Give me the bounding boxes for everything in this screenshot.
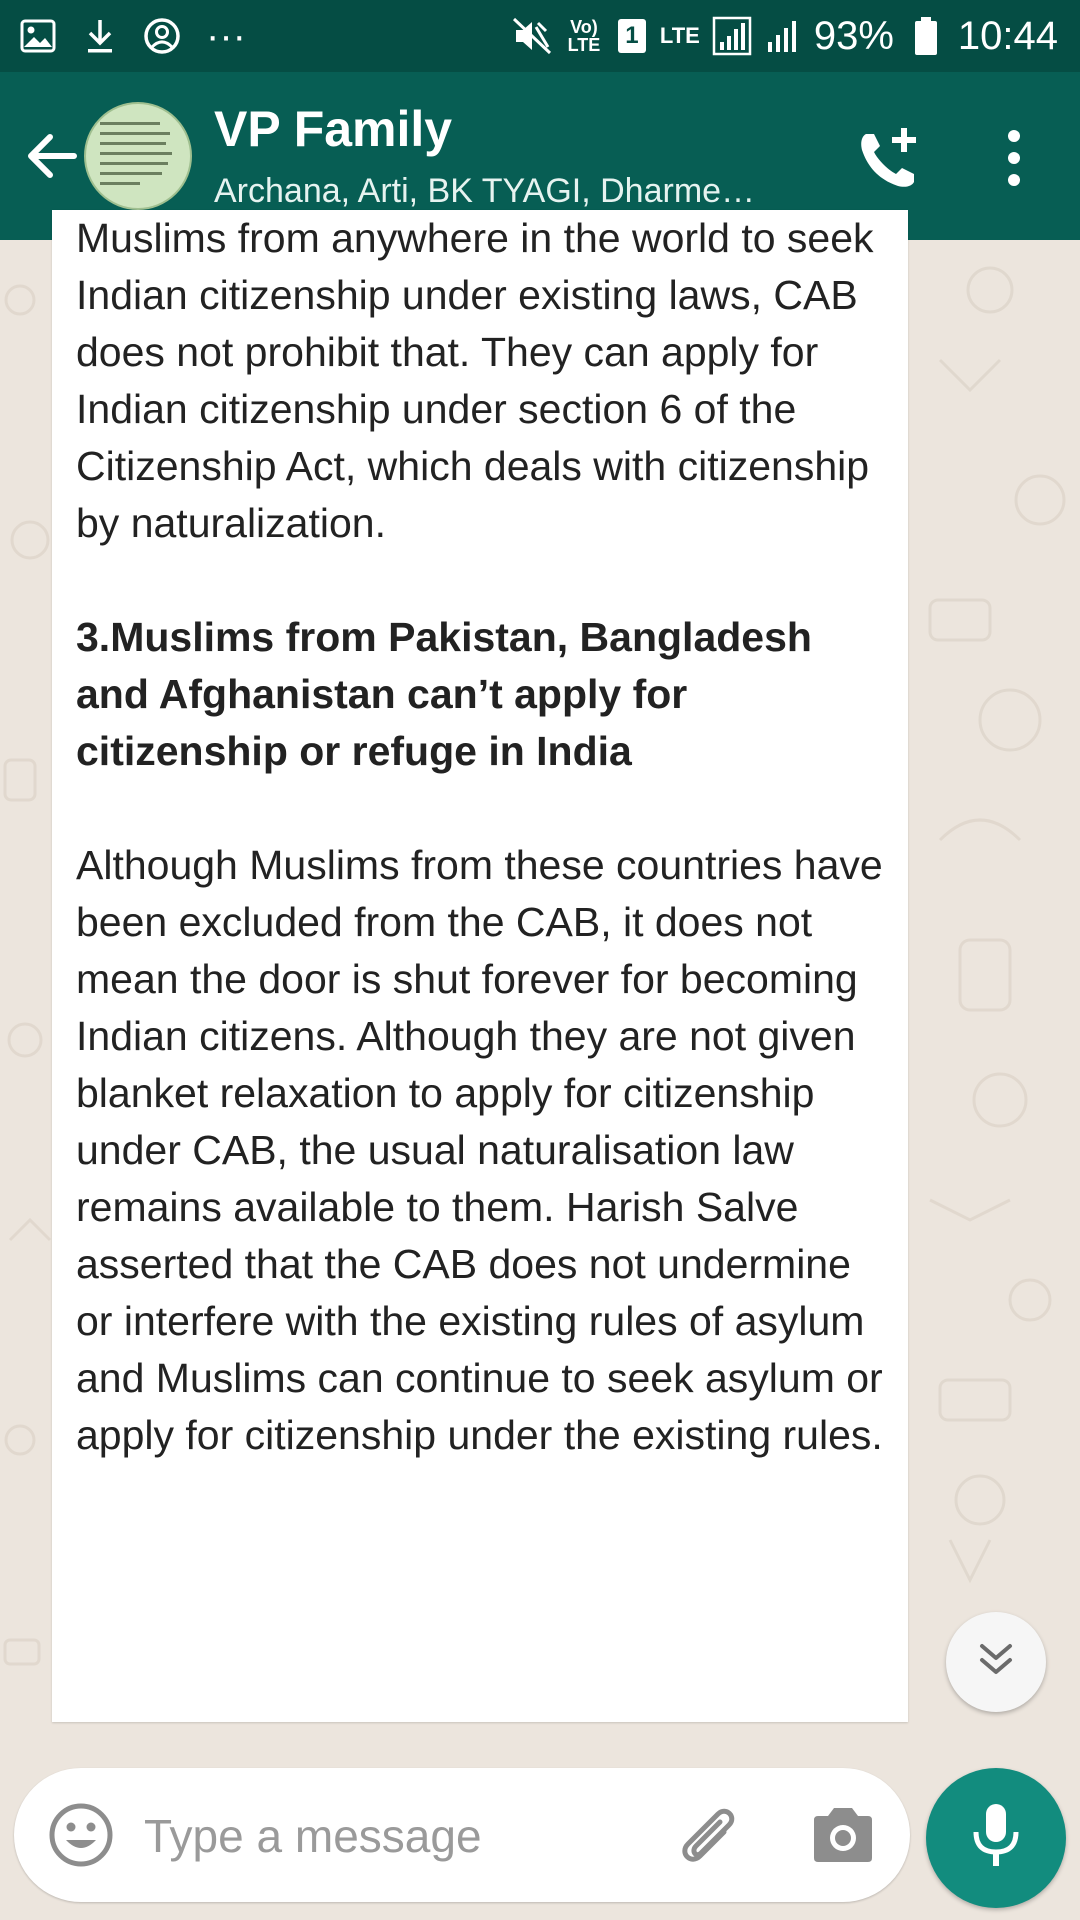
message-bubble[interactable]: [52, 210, 908, 1722]
paragraph-gap: [76, 552, 896, 609]
download-icon: [82, 18, 118, 54]
emoji-icon[interactable]: [48, 1802, 114, 1868]
chat-title[interactable]: VP Family: [214, 101, 453, 157]
battery-icon: [908, 18, 944, 54]
group-avatar[interactable]: [84, 102, 192, 210]
sim-slot-badge: 1: [618, 19, 646, 53]
more-vert-icon[interactable]: [994, 126, 1034, 190]
mute-icon: [514, 18, 550, 54]
scroll-to-bottom-button[interactable]: [946, 1612, 1046, 1712]
paragraph-gap: [76, 780, 896, 837]
volte-label: Vo) LTE: [567, 17, 601, 55]
image-icon: [20, 18, 56, 54]
voice-message-button[interactable]: [926, 1768, 1066, 1908]
chat-messages[interactable]: [0, 215, 1080, 1760]
add-call-icon[interactable]: [852, 124, 924, 196]
status-bar: [0, 0, 1080, 72]
account-circle-icon: [144, 18, 180, 54]
chat-participants[interactable]: Archana, Arti, BK TYAGI, Dharme…: [214, 172, 756, 210]
back-arrow-icon[interactable]: [20, 124, 84, 188]
clock: 10:44: [957, 13, 1058, 58]
battery-percentage: 93%: [813, 13, 894, 58]
signal-icon-2: [764, 18, 800, 54]
message-heading: 3.Muslims from Pakistan, Bangladesh and Afghanistan can’t apply for citizenship or refuge in India: [76, 614, 812, 774]
signal-icon: [714, 18, 750, 54]
status-bar-right: [514, 0, 1058, 72]
mic-icon: [969, 1800, 1023, 1877]
more-notifications: ···: [206, 13, 246, 58]
message-text: [76, 210, 896, 1464]
attach-icon[interactable]: [674, 1800, 744, 1870]
camera-icon[interactable]: [810, 1804, 876, 1866]
message-composer: [14, 1768, 910, 1902]
message-paragraph: Although Muslims from these countries have been excluded from the CAB, it does not mean the door is shut forever for becoming Indian citizens. Although they are not given blanket relaxation to apply for citizenship under CAB, the usual naturalisation law remains available to them. Harish Salve asserted that the CAB does not undermine or interfere with the existing rules of asylum and Muslims can continue to seek asylum or apply for citizenship under the existing rules.: [76, 842, 883, 1458]
message-input[interactable]: [142, 1798, 626, 1874]
network-type-label: LTE: [659, 23, 700, 48]
status-bar-left: [0, 14, 246, 59]
double-chevron-down-icon: [974, 1638, 1018, 1687]
message-paragraph: Muslims from anywhere in the world to seek Indian citizenship under existing laws, CAB does not prohibit that. They can apply for Indian citizenship under section 6 of the Citizenship Act, which deals with citizenship by naturalization.: [76, 215, 874, 546]
